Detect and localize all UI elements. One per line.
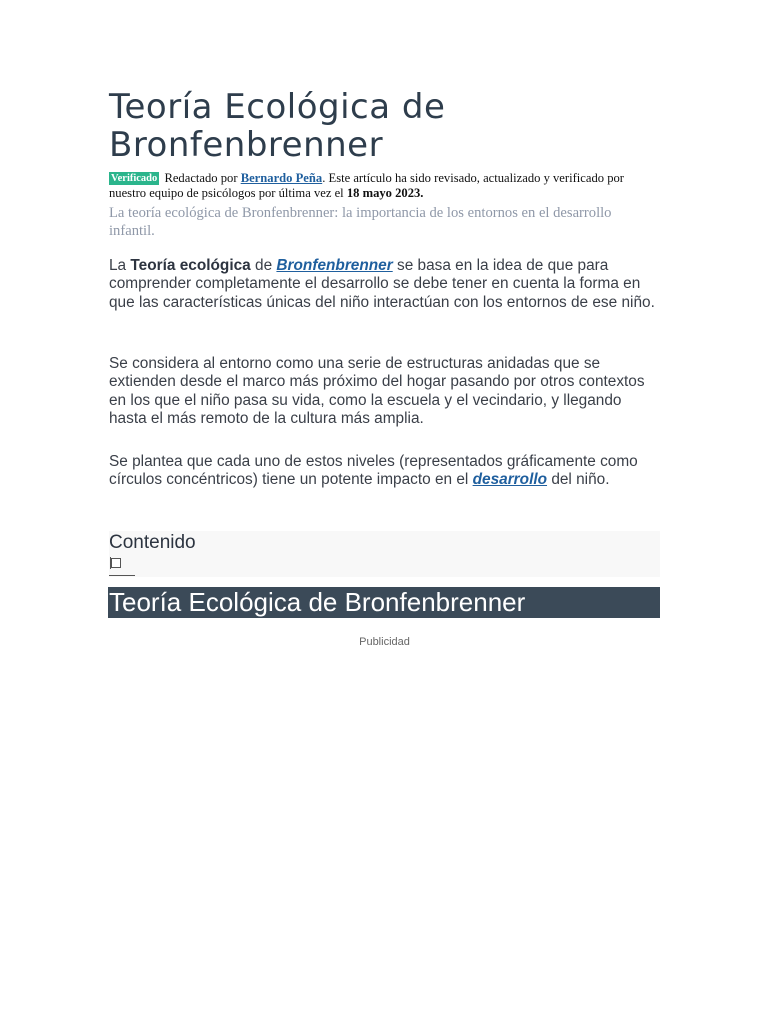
table-of-contents (109, 531, 660, 577)
p3-text-2: del niño. (551, 471, 610, 489)
paragraph-2: Se considera al entorno como una serie de estructuras anidadas que se extienden desde el marco más próximo del hogar pasando por otros contextos en los que el niño pasa su vida, como la escuela y el vecindario, y llegando hasta el más remoto de la cultura más amplia. (109, 355, 645, 427)
article-subtitle: La teoría ecológica de Bronfenbrenner: la importancia de los entornos en el desarrollo infantil. (109, 205, 612, 239)
p1-text-1: La (109, 257, 127, 274)
toc-toggle-checkbox-icon[interactable] (111, 558, 121, 568)
paragraph-3 (109, 453, 660, 490)
ad-label: Publicidad (359, 636, 410, 648)
p1-text-2: de (255, 257, 273, 274)
p1-bold: Teoría ecológica (130, 257, 251, 274)
article-meta (109, 171, 654, 200)
author-link[interactable]: Bernardo Peña (240, 171, 323, 185)
paragraph-1 (109, 257, 660, 312)
verified-badge: Verificado (111, 173, 158, 184)
p1-text-3: se basa en la idea de que para comprender completamente el desarrollo se debe tener en cuenta la forma en que las características únicas del niño interactúan con los entornos de ese niño. (109, 257, 655, 311)
meta-text: . Este artículo ha sido revisado, actualizado y verificado por nuestro equipo de psicólogos por última vez el (109, 171, 624, 200)
bronfenbrenner-link[interactable]: Bronfenbrenner (276, 257, 393, 274)
desarrollo-link[interactable]: desarrollo (472, 471, 548, 489)
page-title: Teoría Ecológica de Bronfenbrenner (109, 87, 446, 165)
meta-date: 18 mayo 2023. (346, 185, 424, 200)
toc-divider (109, 575, 135, 576)
section-heading-bar (108, 587, 660, 618)
toc-title: Contenido (109, 532, 196, 553)
section-title: Teoría Ecológica de Bronfenbrenner (109, 587, 526, 617)
meta-prefix: Redactado por (164, 171, 238, 185)
p3-text-1: Se plantea que cada uno de estos niveles (representados gráficamente como círculos concéntricos) tiene un potente impacto en el (109, 453, 638, 489)
